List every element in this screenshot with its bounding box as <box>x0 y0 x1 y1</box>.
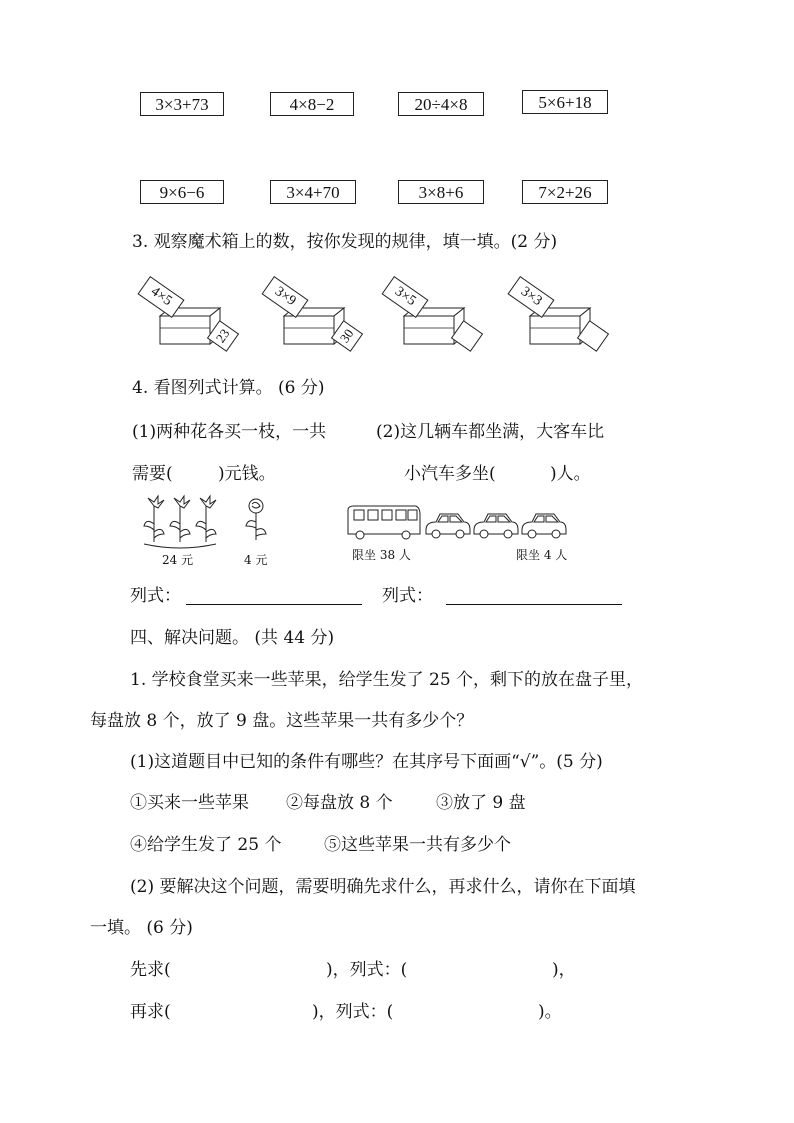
subquestion-1: (1)这道题目中已知的条件有哪些？在其序号下面画“√”。(5 分) <box>130 752 603 772</box>
car-illustration <box>520 510 568 540</box>
q4-part2-text: (2)这几辆车都坐满，大客车比 <box>376 422 605 442</box>
first-step-formula-open: )，列式：( <box>326 960 408 980</box>
second-step-open: 再求( <box>130 1002 171 1022</box>
q4-part1-answer-close: )元钱。 <box>218 464 276 484</box>
q4-part2-answer-close: )人。 <box>550 464 591 484</box>
problem-1-text: 1. 学校食堂买来一些苹果，给学生发了 25 个，剩下的放在盘子里， <box>130 670 644 690</box>
problem-1-text-cont: 每盘放 8 个，放了 9 盘。这些苹果一共有多少个？ <box>90 711 474 731</box>
formula-label: 列式： <box>382 586 433 606</box>
magic-box <box>140 276 260 356</box>
option-3: ③放了 9 盘 <box>436 793 526 813</box>
expression-box: 7×2+26 <box>522 180 608 204</box>
expression-box: 3×4+70 <box>270 180 356 204</box>
lily-price-label: 24 元 <box>162 553 194 567</box>
formula-answer-line[interactable] <box>446 604 622 605</box>
second-step-close: )。 <box>538 1002 562 1022</box>
expression-box: 4×8−2 <box>270 92 354 116</box>
option-4: ④给学生发了 25 个 <box>130 835 282 855</box>
rose-price-label: 4 元 <box>244 553 268 567</box>
question-3-title: 3. 观察魔术箱上的数，按你发现的规律，填一填。(2 分) <box>132 232 558 252</box>
bus-capacity-label: 限坐 38 人 <box>352 548 411 562</box>
section-4-title: 四、解决问题。 (共 44 分) <box>130 628 335 648</box>
bus-illustration <box>344 502 424 542</box>
car-illustration <box>424 510 472 540</box>
magic-box <box>384 276 504 356</box>
expression-box: 3×3+73 <box>140 92 224 116</box>
magic-box <box>264 276 384 356</box>
option-1: ①买来一些苹果 <box>130 793 249 813</box>
magic-box-input-card: 3×5 <box>381 276 428 318</box>
expression-box: 3×8+6 <box>398 180 484 204</box>
expression-box: 20÷4×8 <box>398 92 484 116</box>
car-illustration <box>472 510 520 540</box>
subquestion-2: (2) 要解决这个问题，需要明确先求什么，再求什么，请你在下面填 <box>130 877 636 897</box>
second-step-formula-open: )，列式：( <box>312 1002 394 1022</box>
magic-box-input-card: 4×5 <box>137 276 184 318</box>
question-4-title: 4. 看图列式计算。 (6 分) <box>132 378 325 398</box>
first-step-close: )， <box>552 960 576 980</box>
magic-box-input-card: 3×9 <box>261 276 308 318</box>
magic-box <box>510 276 630 356</box>
option-2: ②每盘放 8 个 <box>286 793 393 813</box>
first-step-open: 先求( <box>130 960 171 980</box>
magic-box-output-card: 30 <box>331 320 363 352</box>
formula-answer-line[interactable] <box>186 604 362 605</box>
q4-part2-answer-open: 小汽车多坐( <box>404 464 496 484</box>
q4-part1-answer-open: 需要( <box>132 464 173 484</box>
rose-illustration <box>240 496 270 546</box>
expression-box: 9×6−6 <box>140 180 224 204</box>
option-5: ⑤这些苹果一共有多少个 <box>324 835 511 855</box>
expression-box: 5×6+18 <box>522 90 608 114</box>
formula-label: 列式： <box>130 586 181 606</box>
magic-box-input-card: 3×3 <box>507 276 554 318</box>
magic-box-output-card: 23 <box>207 320 239 352</box>
q4-part1-text: (1)两种花各买一枝，一共 <box>132 422 327 442</box>
subquestion-2-cont: 一填。 (6 分) <box>90 918 193 938</box>
lily-flowers-illustration <box>136 494 236 554</box>
car-capacity-label: 限坐 4 人 <box>516 548 568 562</box>
